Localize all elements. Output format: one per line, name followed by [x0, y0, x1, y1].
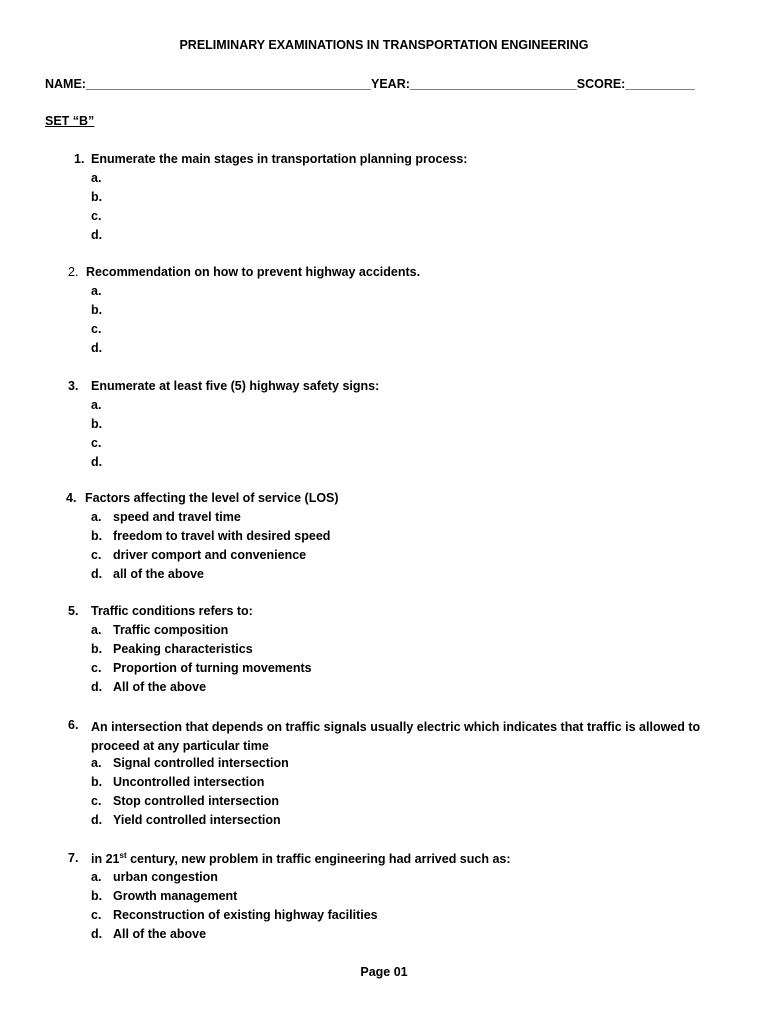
option-a: a. speed and travel time	[91, 510, 241, 524]
option-b: b. Peaking characteristics	[91, 642, 253, 656]
option-c: c. Reconstruction of existing highway facilities	[91, 908, 378, 922]
question-text: Enumerate the main stages in transportation planning process:	[91, 152, 468, 166]
option-d: d.	[91, 455, 103, 469]
option-c: c.	[91, 209, 102, 223]
option-b: b.	[91, 303, 103, 317]
question-number: 5.	[68, 604, 79, 618]
option-b: b. Uncontrolled intersection	[91, 775, 265, 789]
question-number: 6.	[68, 718, 79, 732]
exam-title: PRELIMINARY EXAMINATIONS IN TRANSPORTATION ENGINEERING	[179, 38, 589, 52]
option-d: d. Yield controlled intersection	[91, 813, 281, 827]
question-number: 7.	[68, 851, 79, 865]
option-a: a. Traffic composition	[91, 623, 229, 637]
question-text: Enumerate at least five (5) highway safety signs:	[91, 379, 380, 393]
question-text: in 21st century, new problem in traffic engineering had arrived such as:	[91, 851, 511, 867]
option-d: d.	[91, 341, 103, 355]
question-number: 3.	[68, 379, 79, 393]
option-c: c. Proportion of turning movements	[91, 661, 312, 675]
option-b: b.	[91, 190, 103, 204]
option-c: c.	[91, 322, 102, 336]
set-label: SET “B”	[45, 114, 95, 128]
option-d: d. All of the above	[91, 680, 207, 694]
option-a: a.	[91, 171, 102, 185]
question-number: 1.	[74, 152, 85, 166]
option-b: b. Growth management	[91, 889, 238, 903]
page-number: Page 01	[360, 965, 408, 979]
option-c: c.	[91, 436, 102, 450]
question-text: An intersection that depends on traffic signals usually electric which indicates that traffic is allowed to proceed at any particular time	[91, 720, 701, 753]
question-number: 2.	[68, 265, 79, 279]
option-a: a.	[91, 398, 102, 412]
option-b: b. freedom to travel with desired speed	[91, 529, 331, 543]
option-a: a. urban congestion	[91, 870, 218, 884]
question-text: Recommendation on how to prevent highway accidents.	[86, 265, 421, 279]
option-c: c. driver comport and convenience	[91, 548, 307, 562]
option-a: a. Signal controlled intersection	[91, 756, 289, 770]
student-info-line: NAME:_________________________________________YEAR:________________________SCORE:__________	[45, 77, 695, 91]
question-text: Traffic conditions refers to:	[91, 604, 253, 618]
option-b: b.	[91, 417, 103, 431]
option-d: d. All of the above	[91, 927, 207, 941]
option-a: a.	[91, 284, 102, 298]
option-d: d. all of the above	[91, 567, 204, 581]
question-number: 4.	[66, 491, 77, 505]
option-c: c. Stop controlled intersection	[91, 794, 279, 808]
option-d: d.	[91, 228, 103, 242]
question-text: Factors affecting the level of service (LOS)	[85, 491, 339, 505]
